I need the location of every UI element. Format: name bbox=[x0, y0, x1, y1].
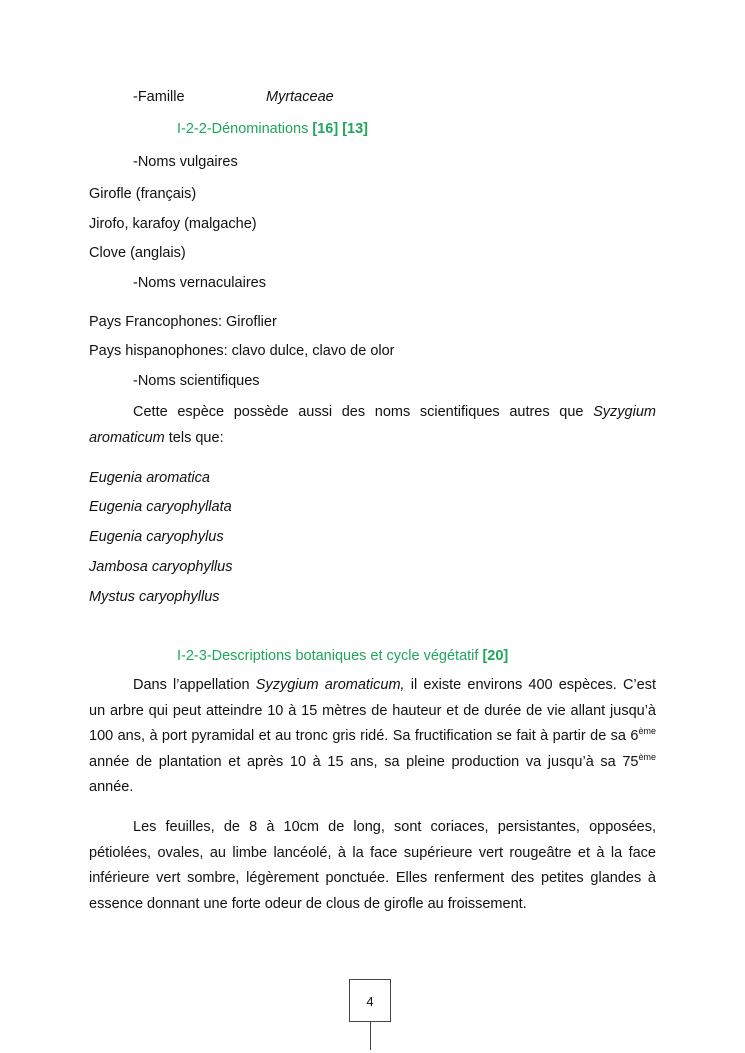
p1-text: il existe environs 400 espèces. C’est un arbre qui peut atteindre 10 à 15 mètres de hauteur et de durée de vie allant jusqu’à 100 ans, à port pyramidal et au tronc gris ridé. Sa fructification se fait à partir de sa 6 bbox=[89, 677, 656, 744]
family-row bbox=[133, 88, 334, 106]
p1-species: Syzygium aromaticum, bbox=[255, 677, 405, 693]
intro-text-end: tels que: bbox=[164, 429, 224, 446]
vulgar-name-item: Jirofo, karafoy (malgache) bbox=[89, 216, 257, 232]
family-value: Myrtaceae bbox=[266, 89, 334, 105]
p1-superscript: ème bbox=[638, 726, 656, 737]
vulgar-name-item: Girofle (français) bbox=[89, 186, 197, 202]
section-title: I-2-3-Descriptions botaniques et cycle végétatif bbox=[177, 648, 483, 664]
scientific-name-item: Jambosa caryophyllus bbox=[89, 559, 233, 575]
scientific-name-item: Eugenia aromatica bbox=[89, 470, 210, 486]
intro-species: Syzygium aromaticum bbox=[89, 404, 656, 446]
scientific-name-item: Eugenia caryophylus bbox=[89, 529, 224, 545]
vulgar-name-item: Clove (anglais) bbox=[89, 245, 186, 261]
p1-text: Dans l’appellation bbox=[133, 677, 256, 693]
p1-text: année de plantation et après 10 à 15 ans, sa pleine production va jusqu’à sa 75 bbox=[89, 753, 639, 770]
paragraph-description bbox=[89, 673, 656, 801]
scientific-name-item: Eugenia caryophyllata bbox=[89, 499, 232, 515]
scientific-name-item: Mystus caryophyllus bbox=[89, 589, 220, 605]
scientific-names-intro bbox=[89, 400, 656, 451]
section-ref: [20] bbox=[482, 648, 509, 664]
family-label: -Famille bbox=[133, 89, 185, 105]
vernacular-names-heading: -Noms vernaculaires bbox=[133, 275, 266, 291]
p1-superscript: ème bbox=[638, 751, 656, 762]
vernacular-name-item: Pays hispanophones: clavo dulce, clavo de olor bbox=[89, 343, 395, 359]
paragraph-leaves: Les feuilles, de 8 à 10cm de long, sont coriaces, persistantes, opposées, pétiolées, ovales, au limbe lancéolé, à la face supérieure vert rougeâtre et à la face inférieure vert sombre, légèrement ponctuée. Elles renferment des petites glandes à essence donnant une forte odeur de clous de girofle au froissement. bbox=[89, 819, 656, 912]
section-heading-description bbox=[177, 647, 508, 665]
page-number-stem bbox=[370, 1022, 371, 1050]
p1-text: année. bbox=[89, 779, 134, 795]
section-heading-denominations bbox=[177, 120, 368, 138]
scientific-names-heading: -Noms scientifiques bbox=[133, 373, 260, 389]
section-refs: [16] [13] bbox=[312, 121, 369, 137]
page-number: 4 bbox=[349, 979, 391, 1022]
vernacular-name-item: Pays Francophones: Giroflier bbox=[89, 314, 277, 330]
section-title: I-2-2-Dénominations bbox=[177, 121, 313, 137]
vulgar-names-heading: -Noms vulgaires bbox=[133, 154, 238, 170]
intro-text: Cette espèce possède aussi des noms scientifiques autres que bbox=[133, 404, 594, 420]
